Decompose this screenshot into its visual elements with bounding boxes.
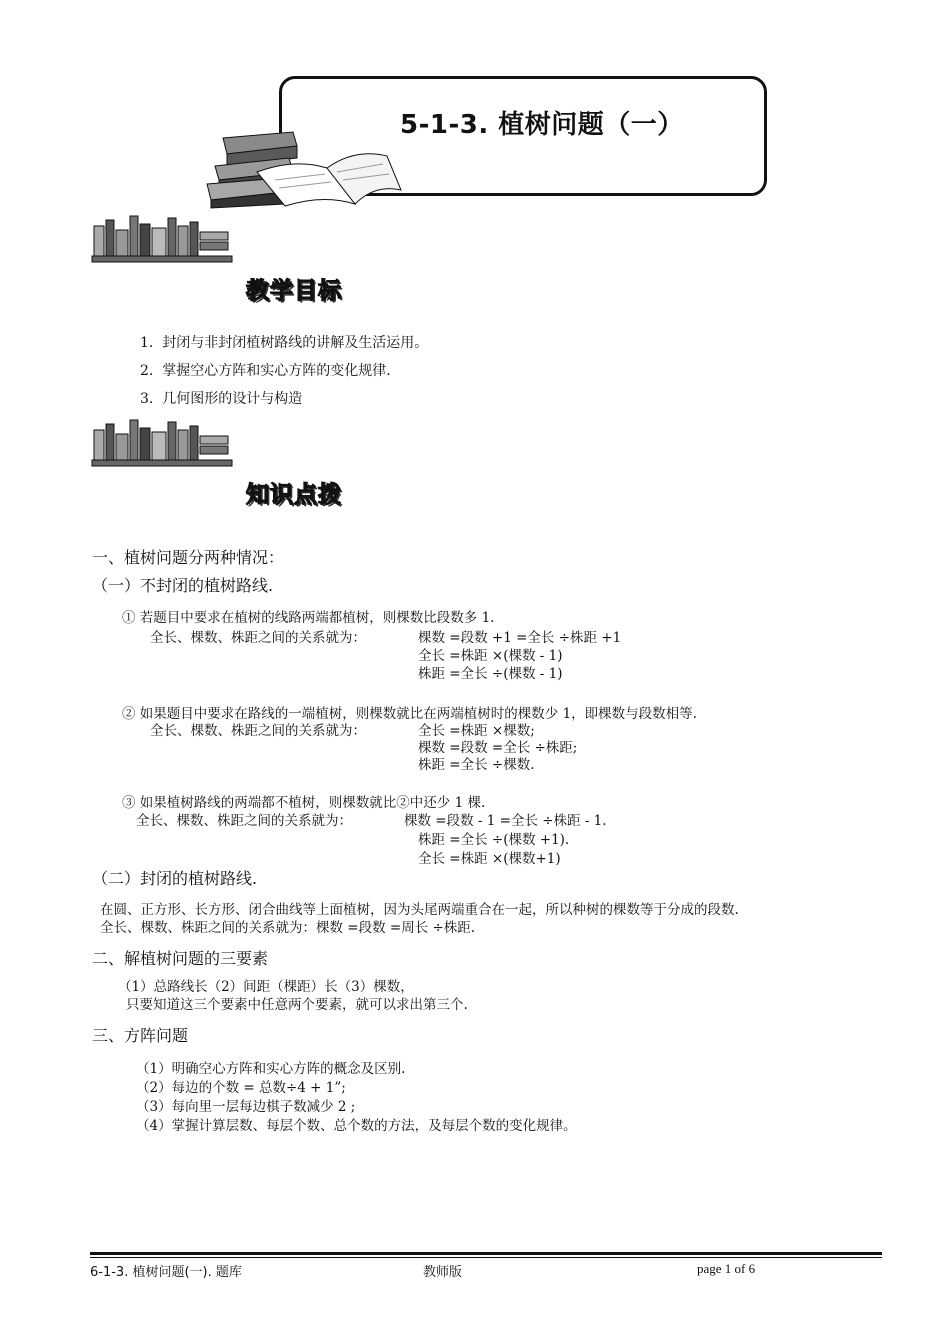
closed-route-text: 在圆、正方形、长方形、闭合曲线等上面植树，因为头尾两端重合在一起，所以种树的棵数等于分成的段数. [100, 902, 739, 918]
goal-text: 封闭与非封闭植树路线的讲解及生活运用。 [162, 335, 429, 351]
part1-sub2: （二）封闭的植树路线. [92, 869, 258, 888]
part2-heading: 二、解植树问题的三要素 [92, 949, 269, 968]
books-illustration [205, 128, 405, 210]
list-item: （4）掌握计算层数、每层个数、总个数的方法，及每层个数的变化规律。 [136, 1118, 577, 1134]
part2-line2: 只要知道这三个要素中任意两个要素，就可以求出第三个. [126, 997, 468, 1013]
goal-text: 掌握空心方阵和实心方阵的变化规律. [162, 363, 391, 379]
case3-formula-3: 全长 =株距 ×(棵数+1) [418, 851, 561, 867]
case1-formula-1: 棵数 =段数 +1 =全长 ÷株距 +1 [418, 630, 622, 646]
case3-formula-2: 株距 =全长 ÷(棵数 +1). [418, 832, 570, 848]
list-item [140, 360, 391, 380]
knowledge-heading: 知识点拨 [246, 482, 342, 508]
footer-page-number: page 1 of 6 [697, 1261, 756, 1276]
goal-text: 几何图形的设计与构造 [162, 391, 303, 407]
part1-heading: 一、植树问题分两种情况： [92, 548, 285, 567]
case1-formula-3: 株距 =全长 ÷(棵数 - 1) [418, 666, 563, 682]
case3-intro: ③ 如果植树路线的两端都不植树，则棵数就比②中还少 1 棵. [122, 795, 486, 811]
footer-divider-thin [90, 1257, 882, 1258]
goal-number: 1. [140, 335, 154, 351]
goal-number: 2. [140, 363, 154, 379]
footer-divider [90, 1252, 882, 1255]
bookshelf-icon [90, 212, 236, 266]
case2-formula-2: 棵数 =段数 =全长 ÷株距; [418, 740, 578, 756]
case2-intro: ② 如果题目中要求在路线的一端植树，则棵数就比在两端植树时的棵数少 1，即棵数与段数相等. [122, 706, 697, 722]
goal-number: 3. [140, 391, 154, 407]
closed-route-relation: 全长、棵数、株距之间的关系就为：棵数 =段数 =周长 ÷株距. [100, 920, 476, 936]
list-item [140, 388, 302, 408]
bookshelf-icon [90, 416, 236, 470]
case2-formula-3: 株距 =全长 ÷棵数. [418, 757, 535, 773]
case2-formula-1: 全长 =株距 ×棵数; [418, 723, 535, 739]
part3-heading: 三、方阵问题 [92, 1026, 189, 1045]
case1-formula-2: 全长 =株距 ×(棵数 - 1) [418, 648, 563, 664]
list-item: （3）每向里一层每边棋子数减少 2 ; [136, 1099, 356, 1115]
list-item [140, 332, 428, 352]
case3-formula-1: 棵数 =段数 - 1 =全长 ÷株距 - 1. [404, 813, 607, 829]
part1-sub1: （一）不封闭的植树路线. [92, 576, 274, 595]
case1-relation-label: 全长、棵数、株距之间的关系就为： [150, 630, 366, 646]
case1-intro: ① 若题目中要求在植树的线路两端都植树，则棵数比段数多 1. [122, 610, 495, 626]
case2-relation-label: 全长、棵数、株距之间的关系就为： [150, 723, 366, 739]
case3-relation-label: 全长、棵数、株距之间的关系就为： [136, 813, 352, 829]
page-title: 5-1-3. 植树问题（一） [400, 110, 684, 140]
footer-left: 6-1-3. 植树问题(一). 题库 [90, 1265, 242, 1280]
list-item: （2）每边的个数 = 总数÷4 + 1”; [136, 1080, 346, 1096]
goals-heading: 教学目标 [246, 278, 342, 304]
footer-center: 教师版 [423, 1265, 463, 1280]
list-item: （1）明确空心方阵和实心方阵的概念及区别. [136, 1061, 406, 1077]
part2-line1: （1）总路线长（2）间距（棵距）长（3）棵数， [118, 979, 414, 995]
